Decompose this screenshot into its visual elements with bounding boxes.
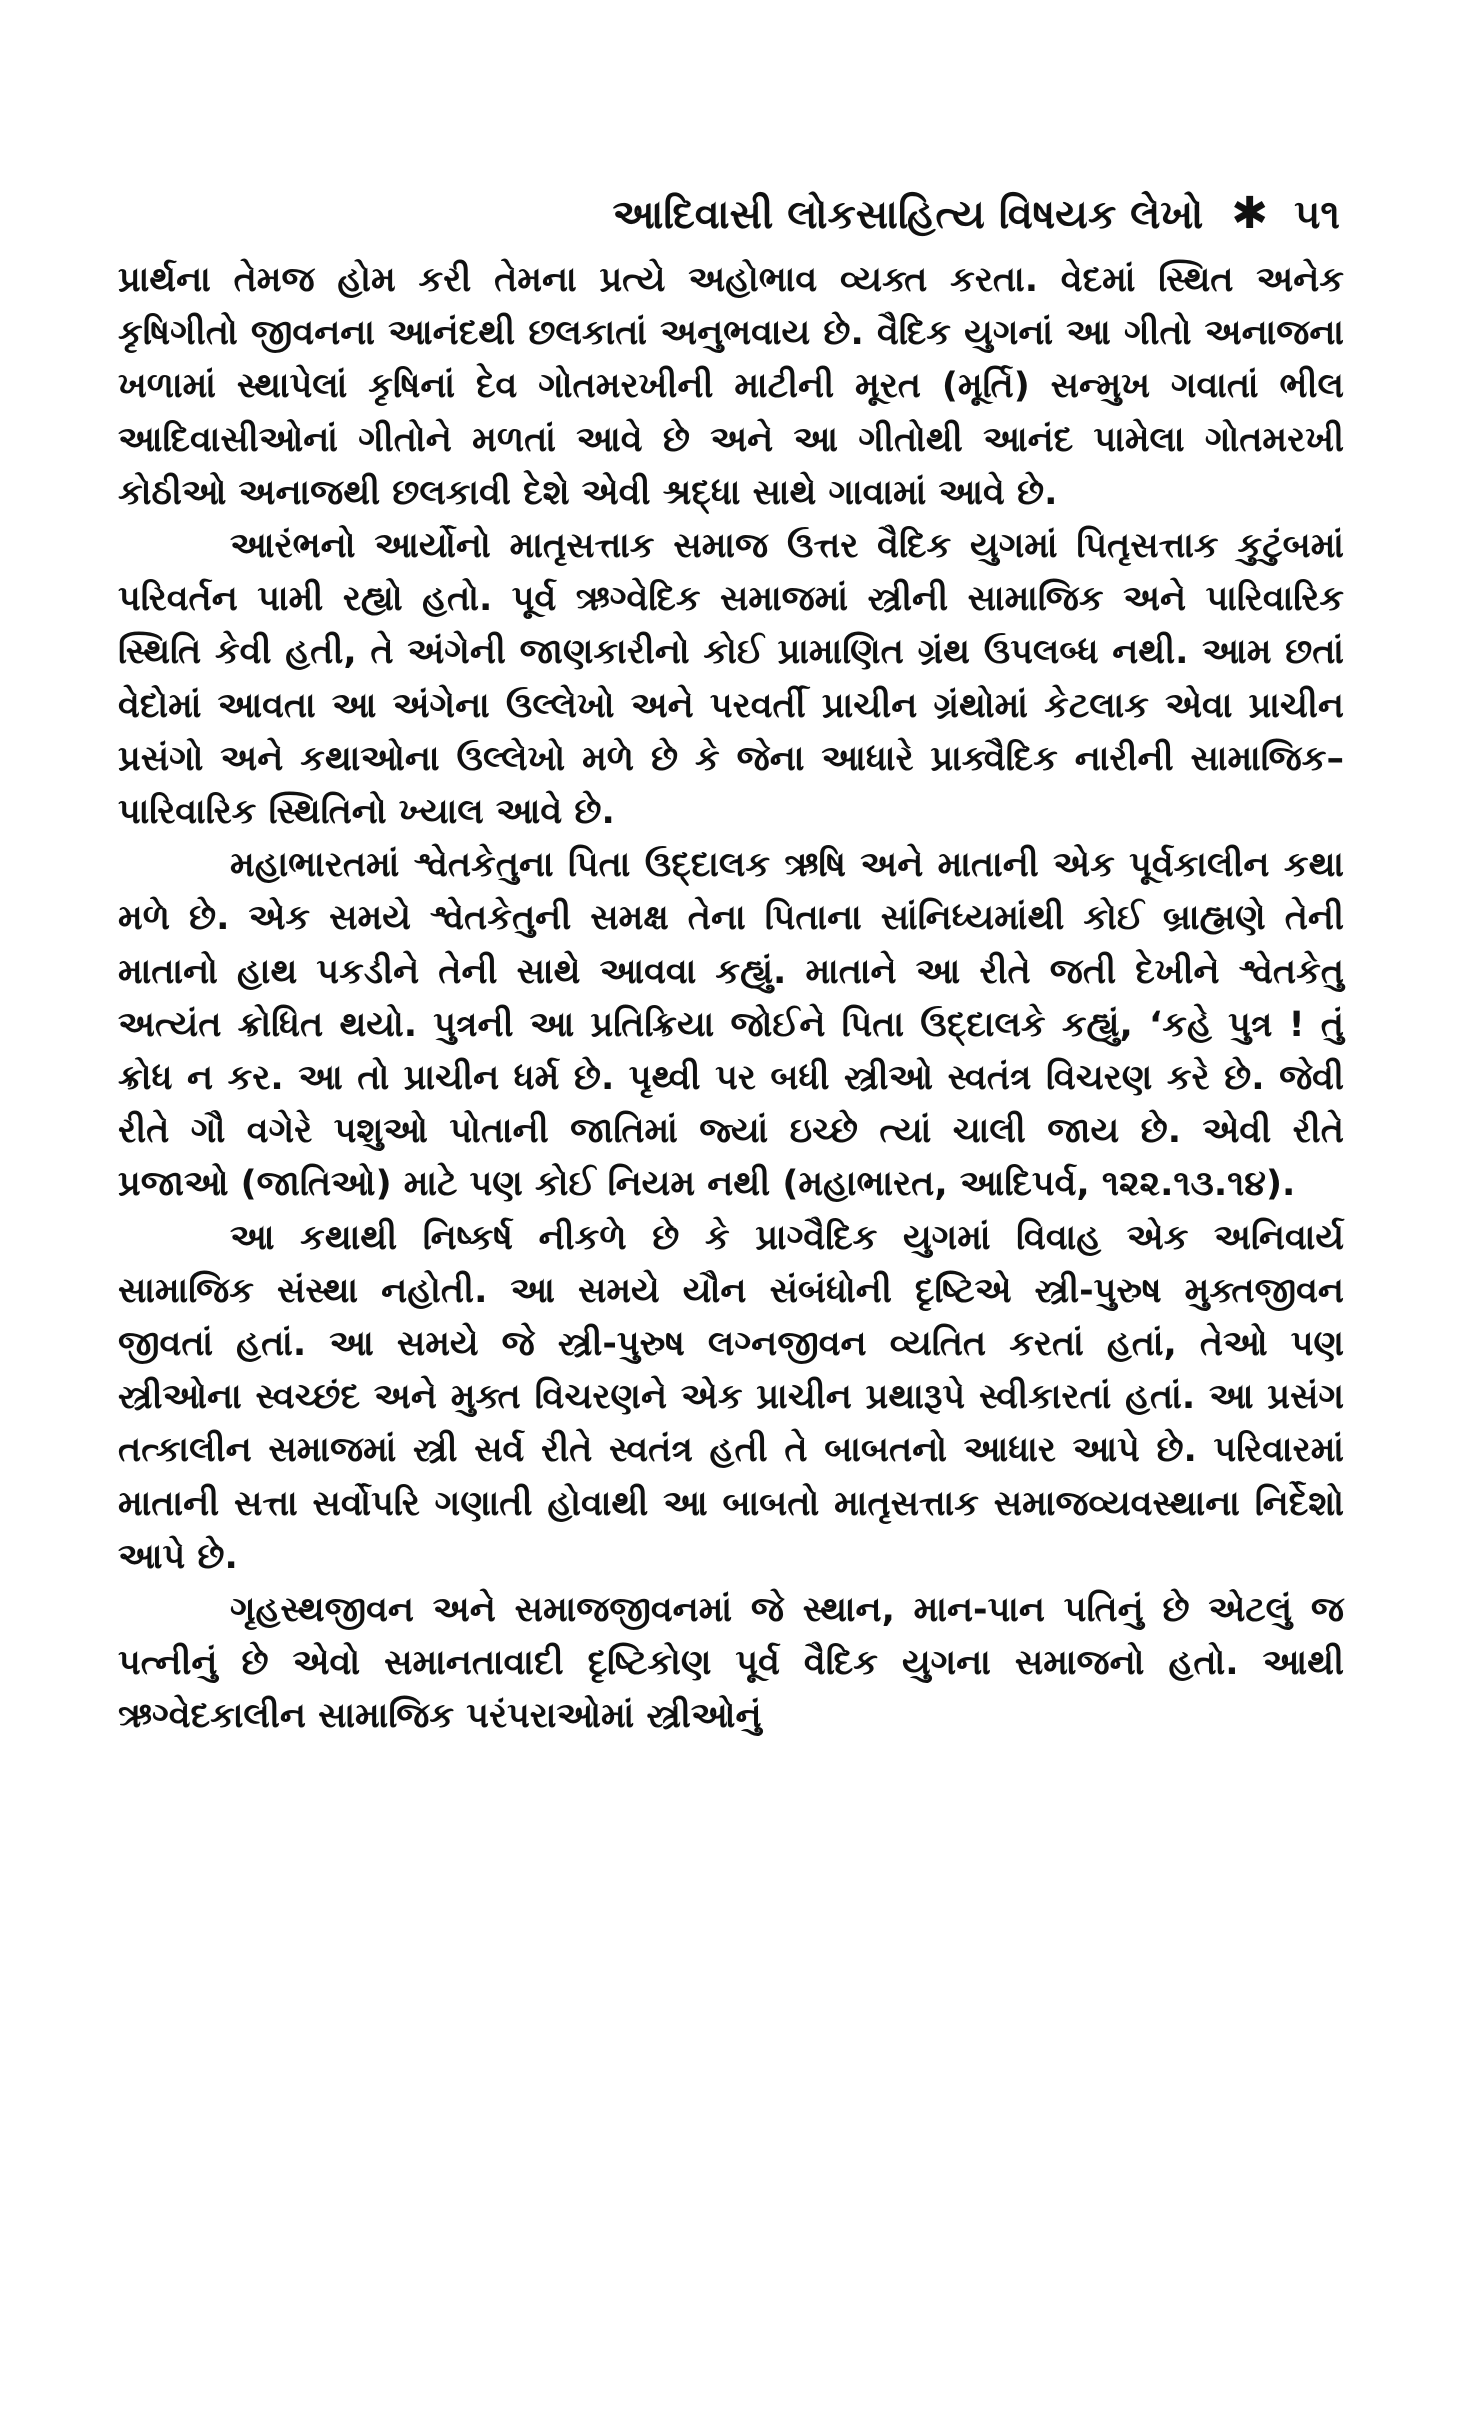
book-page	[118, 188, 1344, 1744]
paragraph-3: મહાભારતમાં શ્વેતકેતુના પિતા ઉદ્દાલક ઋષિ અને માતાની એક પૂર્વકાલીન કથા મળે છે. એક સમયે શ્વેતકેતુની સમક્ષ તેના પિતાના સાંનિધ્યમાંથી કોઈ બ્રાહ્મણે તેની માતાનો હાથ પકડીને તેની સાથે આવવા કહ્યું. માતાને આ રીતે જતી દેખીને શ્વેતકેતુ અત્યંત ક્રોધિત થયો. પુત્રની આ પ્રતિક્રિયા જોઈને પિતા ઉદ્દાલકે કહ્યું, ‘કહે પુત્ર ! તું ક્રોધ ન કર. આ તો પ્રાચીન ધર્મ છે. પૃથ્વી પર બધી સ્ત્રીઓ સ્વતંત્ર વિચરણ કરે છે. જેવી રીતે ગૌ વગેરે પશુઓ પોતાની જાતિમાં જ્યાં ઇચ્છે ત્યાં ચાલી જાય છે. એવી રીતે પ્રજાઓ (જાતિઓ) માટે પણ કોઈ નિયમ નથી (મહાભારત, આદિપર્વ, ૧૨૨.૧૩.૧૪).	[118, 845, 1344, 1205]
asterisk-separator-icon: ✱	[1231, 188, 1269, 239]
paragraph-2: આરંભનો આર્યોનો માતૃસત્તાક સમાજ ઉત્તર વૈદિક યુગમાં પિતૃસત્તાક કુટુંબમાં પરિવર્તન પામી રહ્યો હતો. પૂર્વ ઋગ્વેદિક સમાજમાં સ્ત્રીની સામાજિક અને પારિવારિક સ્થિતિ કેવી હતી, તે અંગેની જાણકારીનો કોઈ પ્રામાણિત ગ્રંથ ઉપલબ્ધ નથી. આમ છતાં વેદોમાં આવતા આ અંગેના ઉલ્લેખો અને પરવર્તી પ્રાચીન ગ્રંથોમાં કેટલાક એવા પ્રાચીન પ્રસંગો અને કથાઓના ઉલ્લેખો મળે છે કે જેના આધારે પ્રાક્વૈદિક નારીની સામાજિક–પારિવારિક સ્થિતિનો ખ્યાલ આવે છે.	[118, 526, 1344, 833]
paragraph-1: પ્રાર્થના તેમજ હોમ કરી તેમના પ્રત્યે અહોભાવ વ્યક્ત કરતા. વેદમાં સ્થિત અનેક કૃષિગીતો જીવનના આનંદથી છલકાતાં અનુભવાય છે. વૈદિક યુગનાં આ ગીતો અનાજના ખળામાં સ્થાપેલાં કૃષિનાં દેવ ગોતમરખીની માટીની મૂરત (મૂર્તિ) સન્મુખ ગવાતાં ભીલ આદિવાસીઓનાં ગીતોને મળતાં આવે છે અને આ ગીતોથી આનંદ પામેલા ગોતમરખી કોઠીઓ અનાજથી છલકાવી દેશે એવી શ્રદ્ધા સાથે ગાવામાં આવે છે.	[118, 260, 1344, 513]
body-text	[118, 254, 1344, 1744]
page-number: ૫૧	[1294, 192, 1340, 238]
running-header-title: આદિવાસી લોકસાહિત્ય વિષયક લેખો	[612, 192, 1204, 238]
paragraph-5: ગૃહસ્થજીવન અને સમાજજીવનમાં જે સ્થાન, માન-પાન પતિનું છે એટલું જ પત્નીનું છે એવો સમાનતાવાદી દૃષ્ટિકોણ પૂર્વ વૈદિક યુગના સમાજનો હતો. આથી ઋગ્વેદકાલીન સામાજિક પરંપરાઓમાં સ્ત્રીઓનું	[118, 1590, 1344, 1737]
paragraph-4: આ કથાથી નિષ્કર્ષ નીકળે છે કે પ્રાગ્વૈદિક યુગમાં વિવાહ એક અનિવાર્ય સામાજિક સંસ્થા નહોતી. આ સમયે યૌન સંબંધોની દૃષ્ટિએ સ્ત્રી-પુરુષ મુક્તજીવન જીવતાં હતાં. આ સમયે જે સ્ત્રી-પુરુષ લગ્નજીવન વ્યતિત કરતાં હતાં, તેઓ પણ સ્ત્રીઓના સ્વચ્છંદ અને મુક્ત વિચરણને એક પ્રાચીન પ્રથારૂપે સ્વીકારતાં હતાં. આ પ્રસંગ તત્કાલીન સમાજમાં સ્ત્રી સર્વ રીતે સ્વતંત્ર હતી તે બાબતનો આધાર આપે છે. પરિવારમાં માતાની સત્તા સર્વોપરિ ગણાતી હોવાથી આ બાબતો માતૃસત્તાક સમાજવ્યવસ્થાના નિર્દેશો આપે છે.	[118, 1217, 1344, 1577]
running-header	[118, 188, 1344, 254]
